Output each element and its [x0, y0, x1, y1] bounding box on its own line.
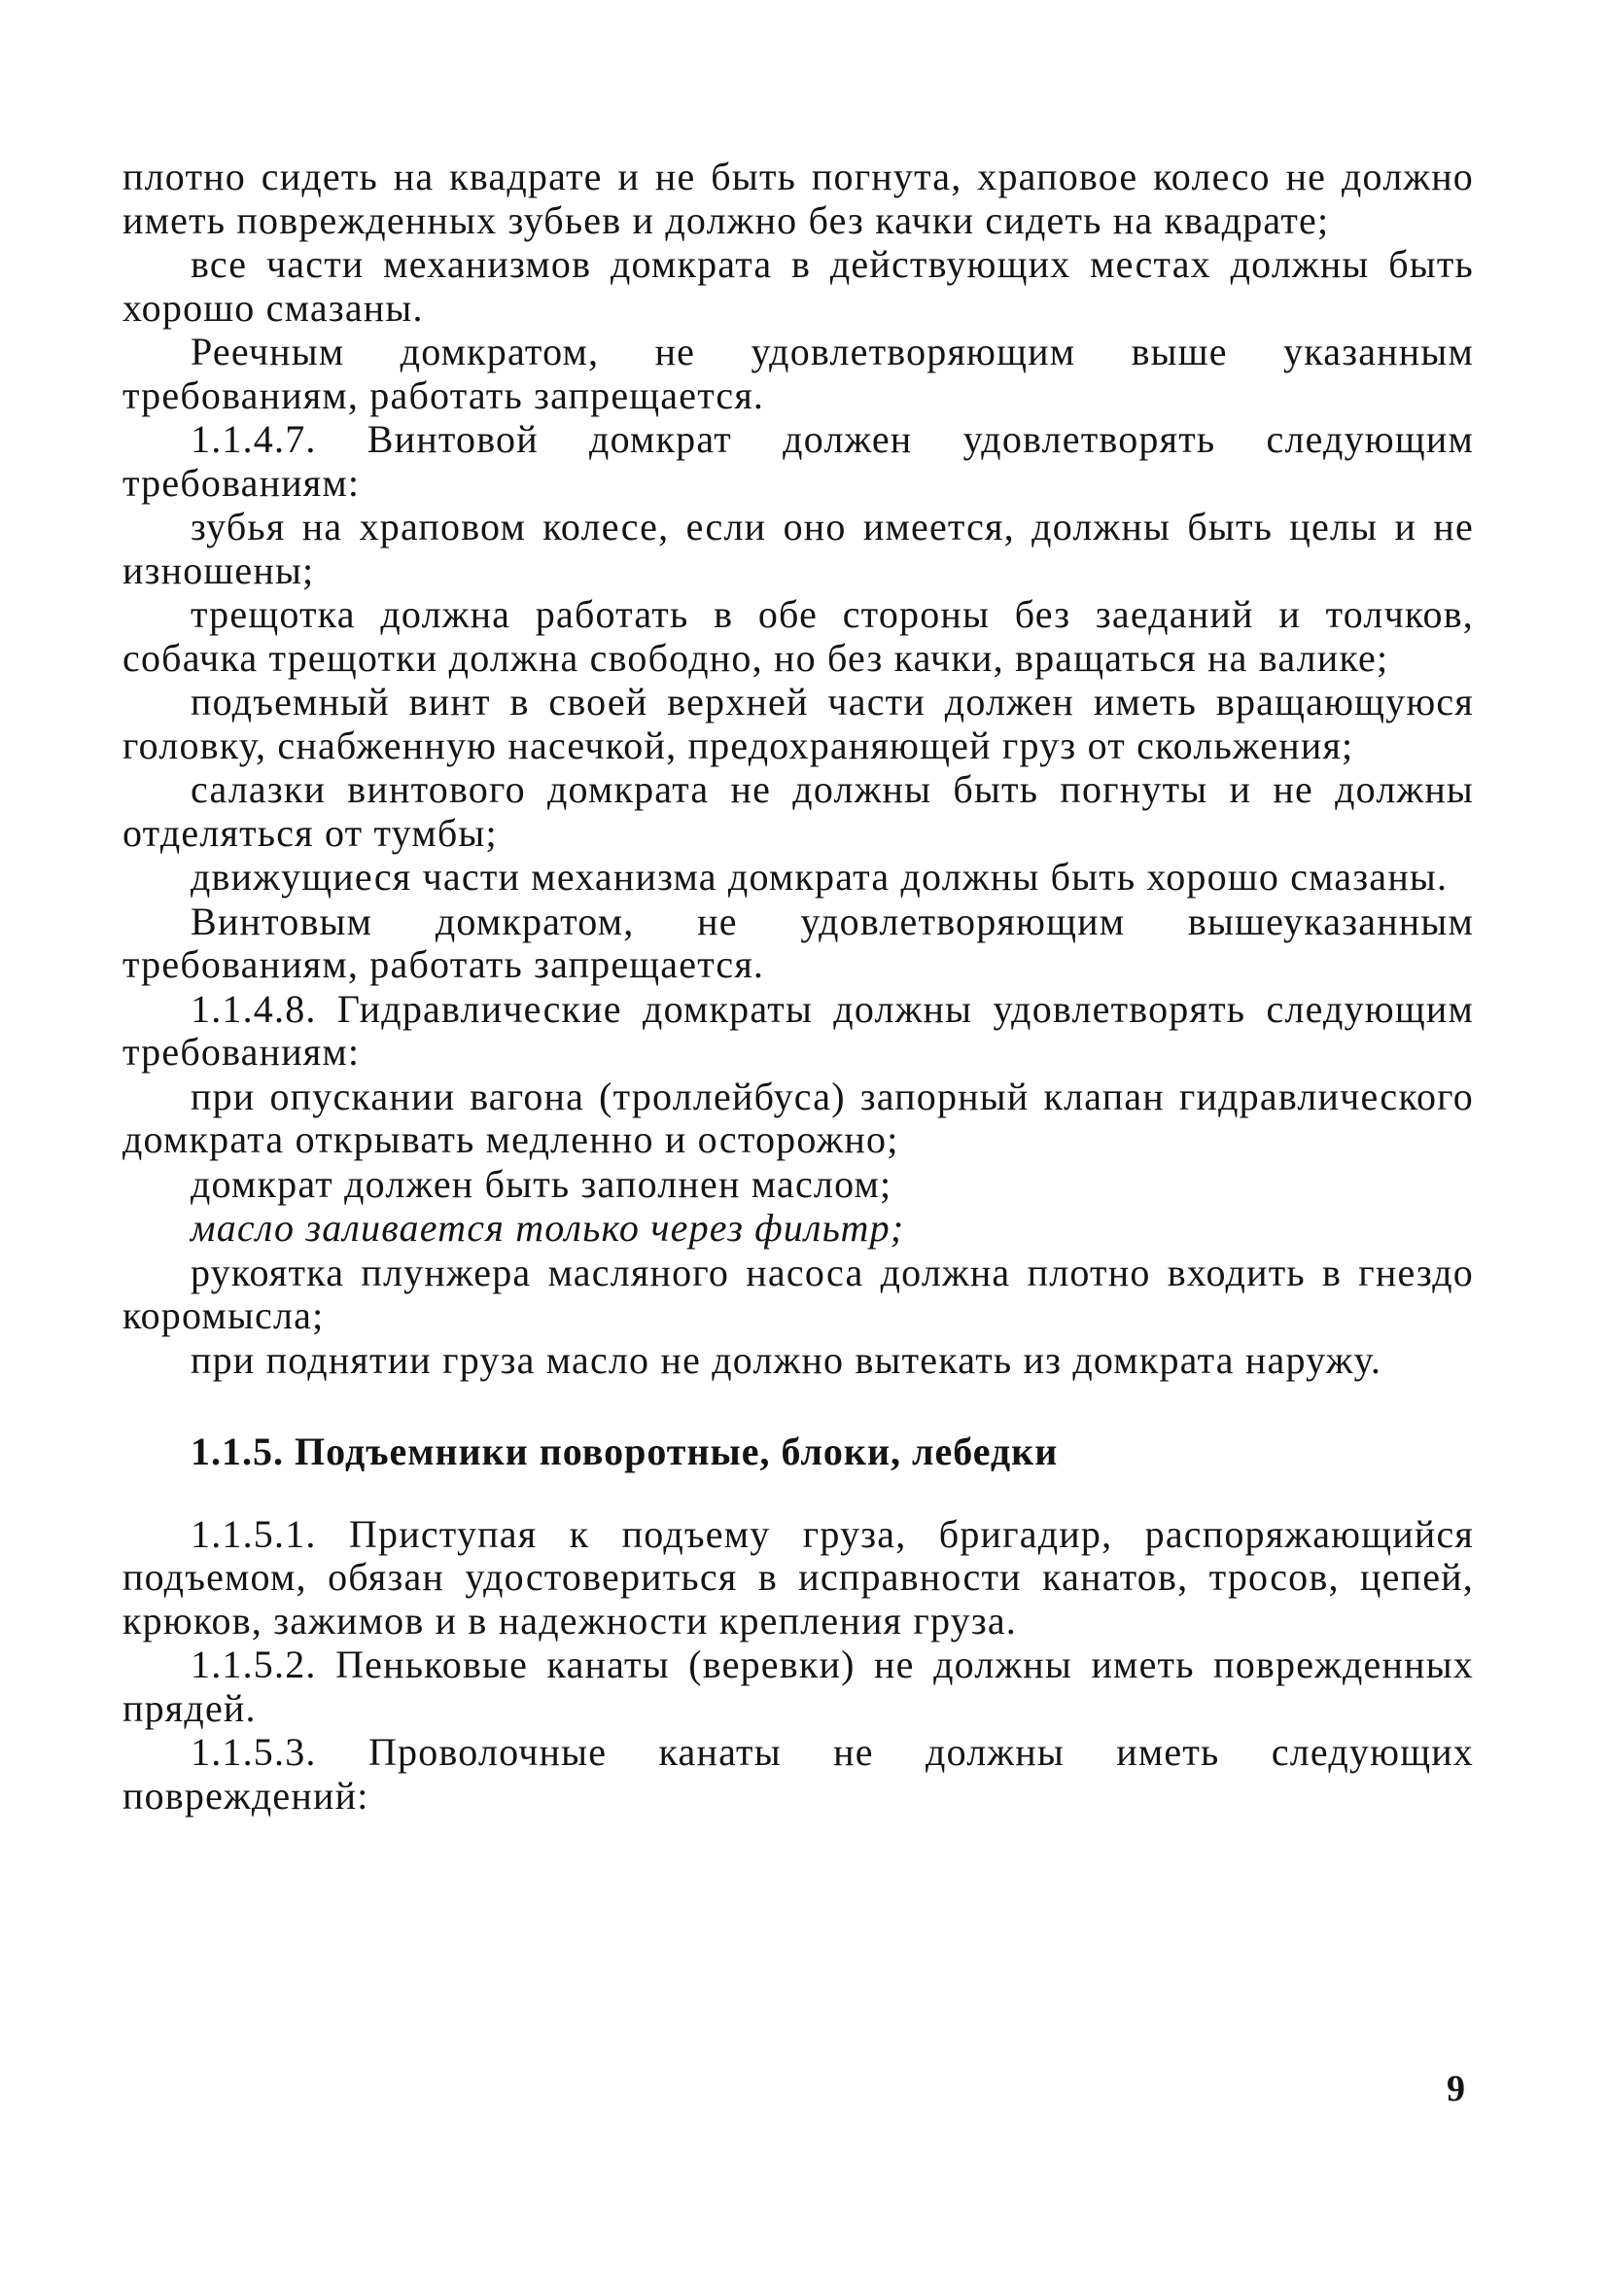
- paragraph: движущиеся части механизма домкрата должны быть хорошо смазаны.: [191, 855, 1449, 899]
- paragraph: домкрат должен быть заполнен маслом;: [191, 1161, 892, 1206]
- paragraph: Винтовым домкратом, не удовлетворяющим вышеуказанным требованиям, работать запрещается.: [122, 899, 1474, 986]
- page-body: [122, 156, 1474, 1819]
- clause-1-1-4-8: 1.1.4.8. Гидравлические домкраты должны удовлетворять следующим требованиям:: [122, 986, 1474, 1074]
- paragraph: зубья на храповом колесе, если оно имеется, должны быть целы и не изношены;: [122, 505, 1474, 592]
- clause-1-1-4-7: 1.1.4.7. Винтовой домкрат должен удовлетворять следующим требованиям:: [122, 417, 1474, 505]
- paragraph: рукоятка плунжера масляного насоса должна плотно входить в гнездо коромысла;: [122, 1250, 1474, 1337]
- paragraph: масло заливается только через фильтр;: [191, 1206, 905, 1250]
- paragraph: все части механизмов домкрата в действующих местах должны быть хорошо смазаны.: [122, 242, 1474, 330]
- clause-1-1-5-1: 1.1.5.1. Приступая к подъему груза, бригадир, распоряжающийся подъемом, обязан удостовериться в исправности канатов, тросов, цепей, крюков, зажимов и в надежности крепления груза.: [122, 1511, 1474, 1643]
- paragraph: салазки винтового домкрата не должны быть погнуты и не должны отделяться от тумбы;: [122, 767, 1474, 855]
- paragraph: подъемный винт в своей верхней части должен иметь вращающуюся головку, снабженную насечкой, предохраняющей груз от скольжения;: [122, 680, 1474, 767]
- clause-1-1-5-3: 1.1.5.3. Проволочные канаты не должны иметь следующих повреждений:: [122, 1730, 1474, 1818]
- paragraph: при опускании вагона (троллейбуса) запорный клапан гидравлического домкрата открывать медленно и осторожно;: [122, 1074, 1474, 1161]
- paragraph-continuation: плотно сидеть на квадрате и не быть погнута, храповое колесо не должно иметь поврежденных зубьев и должно без качки сидеть на квадрате;: [122, 155, 1474, 242]
- paragraph: Реечным домкратом, не удовлетворяющим выше указанным требованиям, работать запрещается.: [122, 330, 1474, 417]
- clause-1-1-5-2: 1.1.5.2. Пеньковые канаты (веревки) не должны иметь поврежденных прядей.: [122, 1643, 1474, 1730]
- page-number: 9: [1447, 2068, 1465, 2109]
- paragraph: трещотка должна работать в обе стороны без заеданий и толчков, собачка трещотки должна свободно, но без качки, вращаться на валике;: [122, 592, 1474, 680]
- paragraph: при поднятии груза масло не должно вытекать из домкрата наружу.: [191, 1337, 1382, 1382]
- section-heading: 1.1.5. Подъемники поворотные, блоки, лебедки: [191, 1430, 1059, 1473]
